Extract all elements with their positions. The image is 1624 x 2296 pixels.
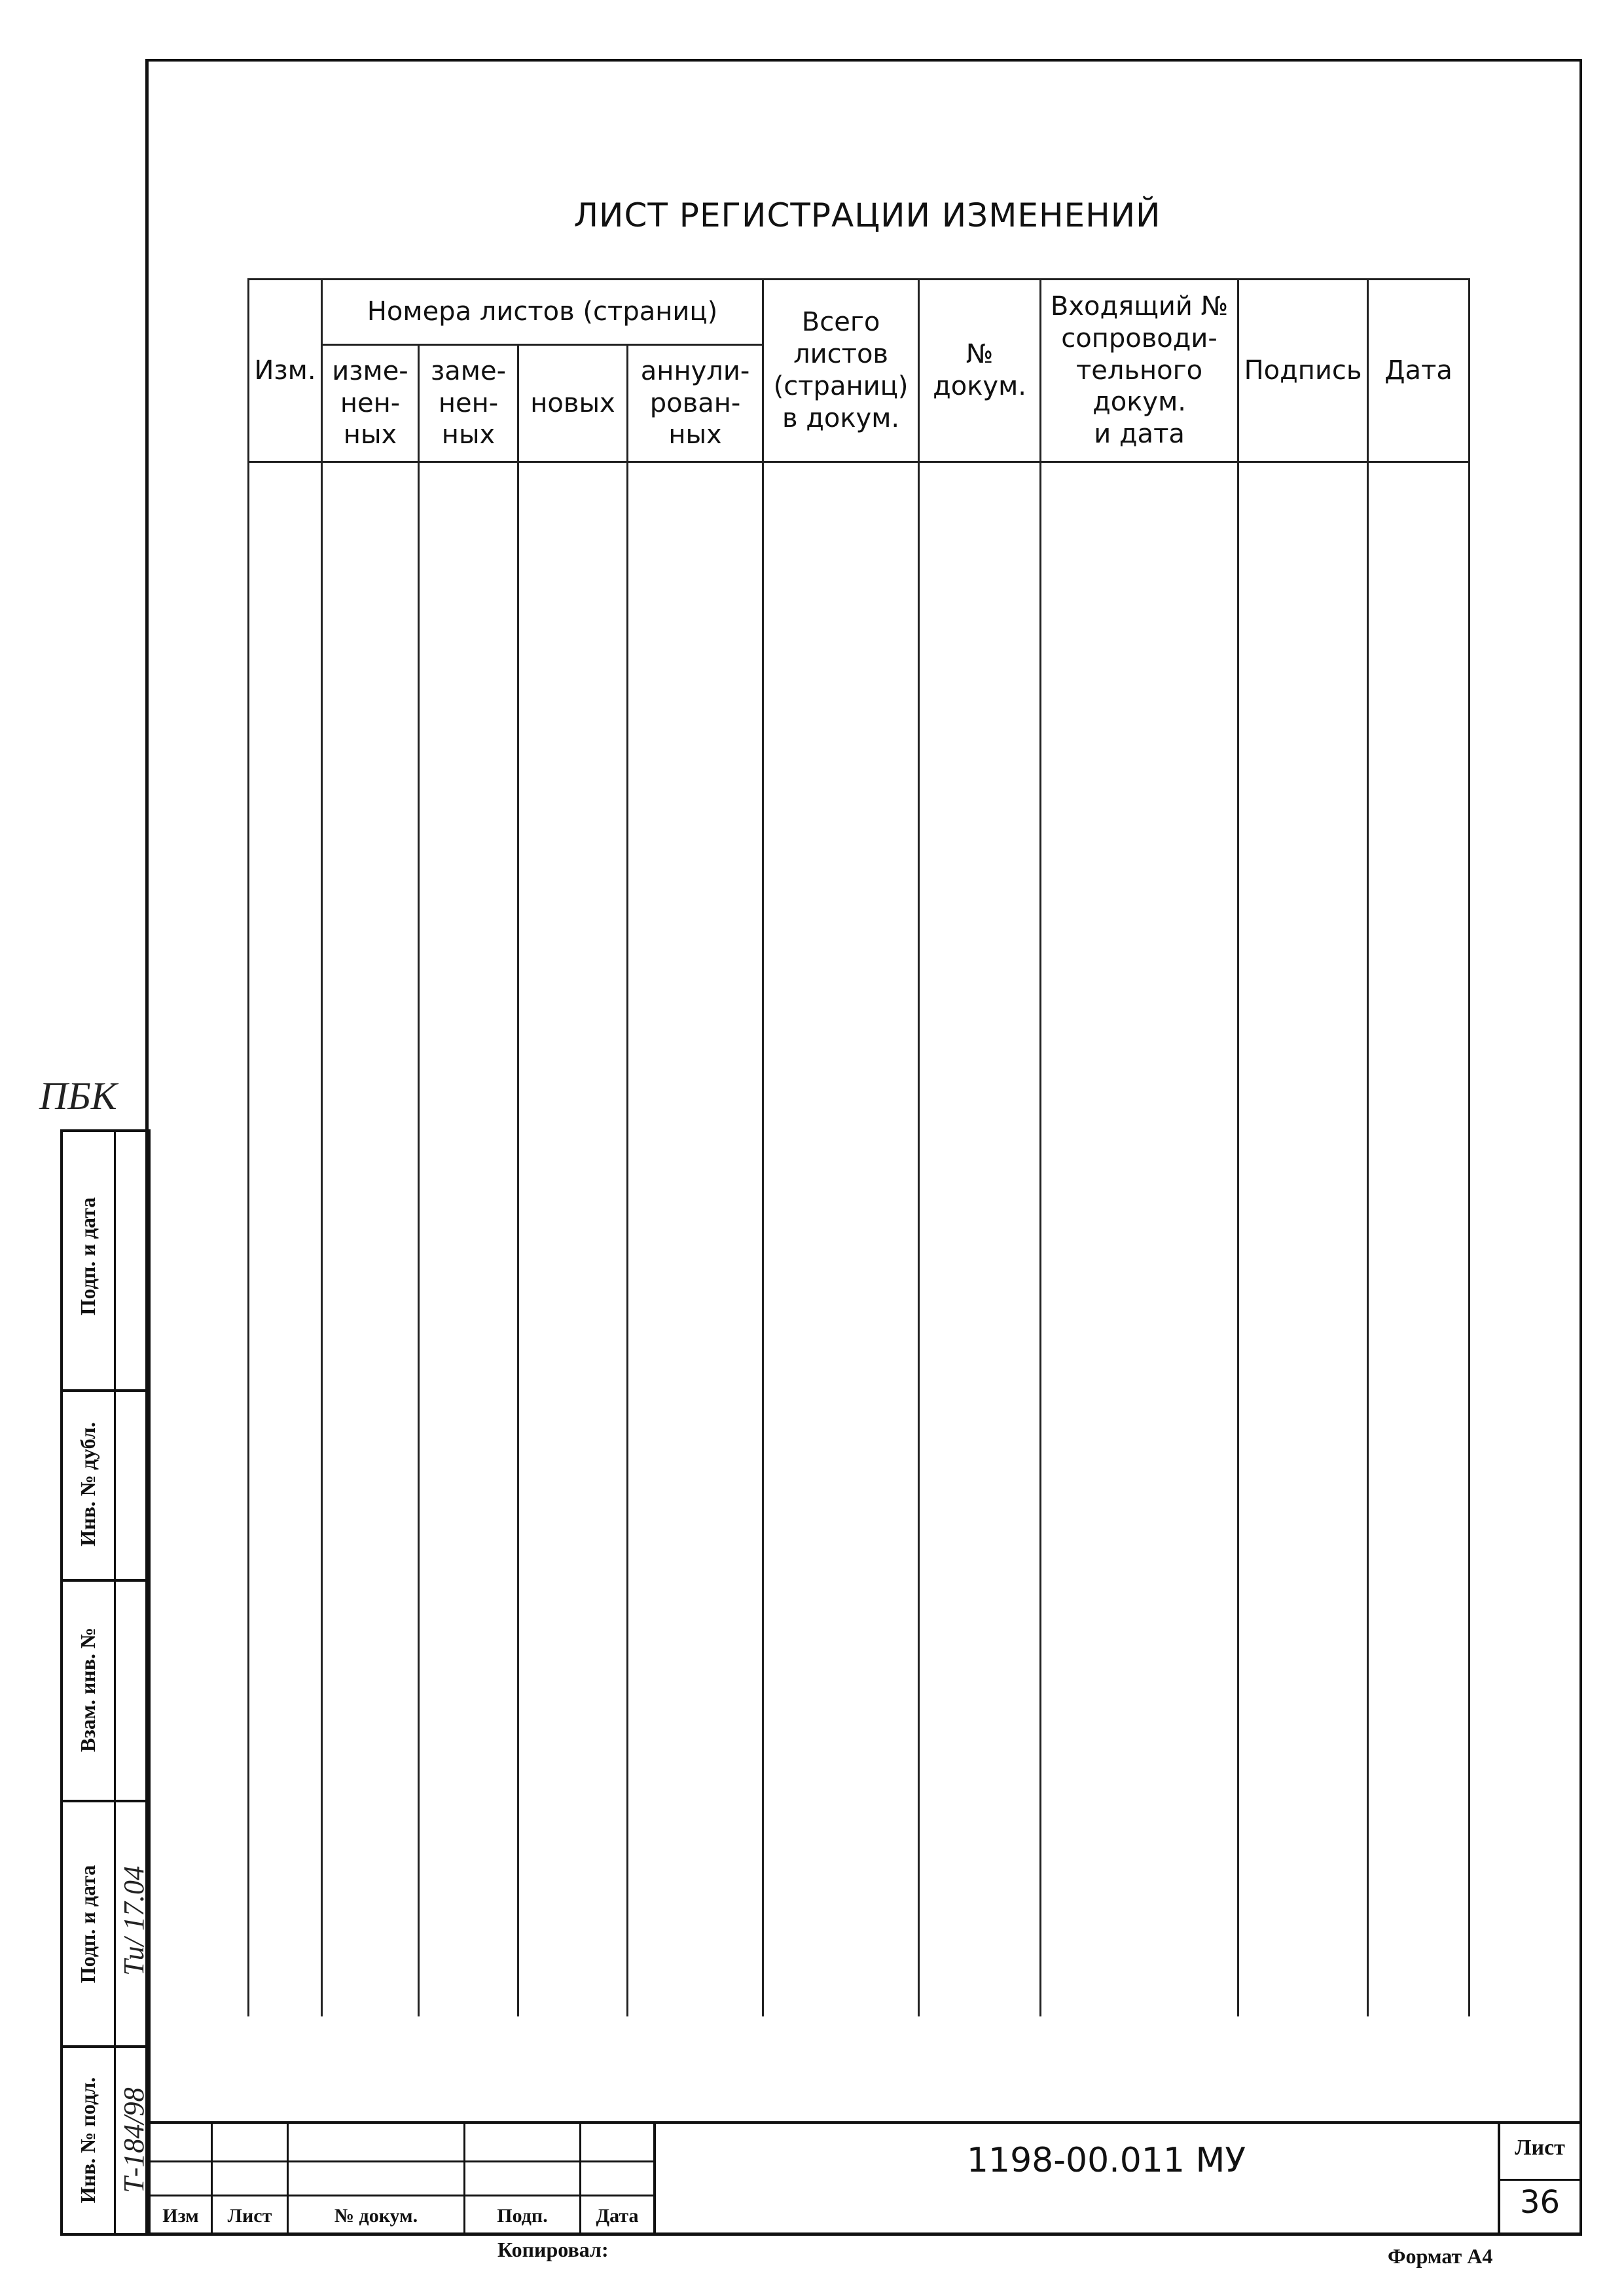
label-sign-date-2: Подп. и дата xyxy=(76,1865,99,1984)
table-cell[interactable] xyxy=(763,462,919,2017)
table-body-row xyxy=(249,462,1470,2017)
label-original-inv: Инв. № подл. xyxy=(76,2077,99,2204)
stamp-line xyxy=(1498,2179,1582,2181)
sheet-number: 36 xyxy=(1519,2184,1561,2221)
handwritten-inventory-number: Т-184/98 xyxy=(118,2087,150,2193)
header-signature: Подпись xyxy=(1238,280,1368,462)
header-new: новых xyxy=(518,345,628,462)
header-sheet-numbers: Номера листов (страниц) xyxy=(322,280,763,345)
stamp-line xyxy=(151,2195,653,2196)
table-cell[interactable] xyxy=(1238,462,1368,2017)
header-total-sheets xyxy=(763,280,919,462)
header-changed xyxy=(322,345,419,462)
header-annulled xyxy=(628,345,763,462)
sidebar-divider xyxy=(63,1800,148,1802)
header-row-1 xyxy=(249,280,1470,345)
header-replaced xyxy=(419,345,518,462)
copied-by-label: Копировал: xyxy=(497,2238,609,2261)
stamp-label-izm: Изм xyxy=(162,2205,199,2227)
left-sidebar-stamp xyxy=(60,1129,151,2236)
handwritten-mark: ПБК xyxy=(39,1074,117,1118)
label-dup-inv: Инв. № дубл. xyxy=(76,1422,99,1546)
header-izm: Изм. xyxy=(249,280,322,462)
header-replaced-text: заме- нен- ных xyxy=(431,355,506,450)
table-cell[interactable] xyxy=(919,462,1041,2017)
header-doc-number xyxy=(919,280,1041,462)
stamp-line xyxy=(151,2160,653,2162)
stamp-label-date: Дата xyxy=(596,2205,639,2227)
handwritten-signature-date: Ти/ 17.04 xyxy=(118,1866,150,1976)
stamp-label-sign: Подп. xyxy=(497,2205,548,2227)
table-cell[interactable] xyxy=(1368,462,1470,2017)
change-registration-table xyxy=(247,278,1470,2016)
stamp-line xyxy=(151,2121,1582,2124)
label-sign-date-1: Подп. и дата xyxy=(76,1197,99,1316)
header-incoming-doc xyxy=(1041,280,1238,462)
table-cell[interactable] xyxy=(1041,462,1238,2017)
header-date: Дата xyxy=(1368,280,1470,462)
table-cell[interactable] xyxy=(419,462,518,2017)
header-total-sheets-text: Всего листов (страниц) в докум. xyxy=(773,307,909,433)
label-replace-inv: Взам. инв. № xyxy=(76,1627,99,1753)
table-cell[interactable] xyxy=(628,462,763,2017)
page-title: ЛИСТ РЕГИСТРАЦИИ ИЗМЕНЕНИЙ xyxy=(573,196,1161,234)
table-cell[interactable] xyxy=(518,462,628,2017)
header-doc-number-text: № докум. xyxy=(933,339,1026,401)
document-number: 1198-00.011 МУ xyxy=(966,2141,1246,2180)
sidebar-divider-vertical xyxy=(114,1132,116,2233)
header-changed-text: изме- нен- ных xyxy=(332,355,408,450)
sheet-label: Лист xyxy=(1515,2136,1565,2160)
stamp-line xyxy=(653,2121,656,2236)
header-incoming-doc-text: Входящий № сопроводи- тельного докум. и дата xyxy=(1050,291,1229,450)
stamp-label-docno: № докум. xyxy=(334,2205,418,2227)
stamp-label-list: Лист xyxy=(227,2205,272,2227)
format-label: Формат А4 xyxy=(1388,2244,1493,2268)
table-cell[interactable] xyxy=(322,462,419,2017)
header-annulled-text: аннули- рован- ных xyxy=(640,355,750,450)
table-cell[interactable] xyxy=(249,462,322,2017)
